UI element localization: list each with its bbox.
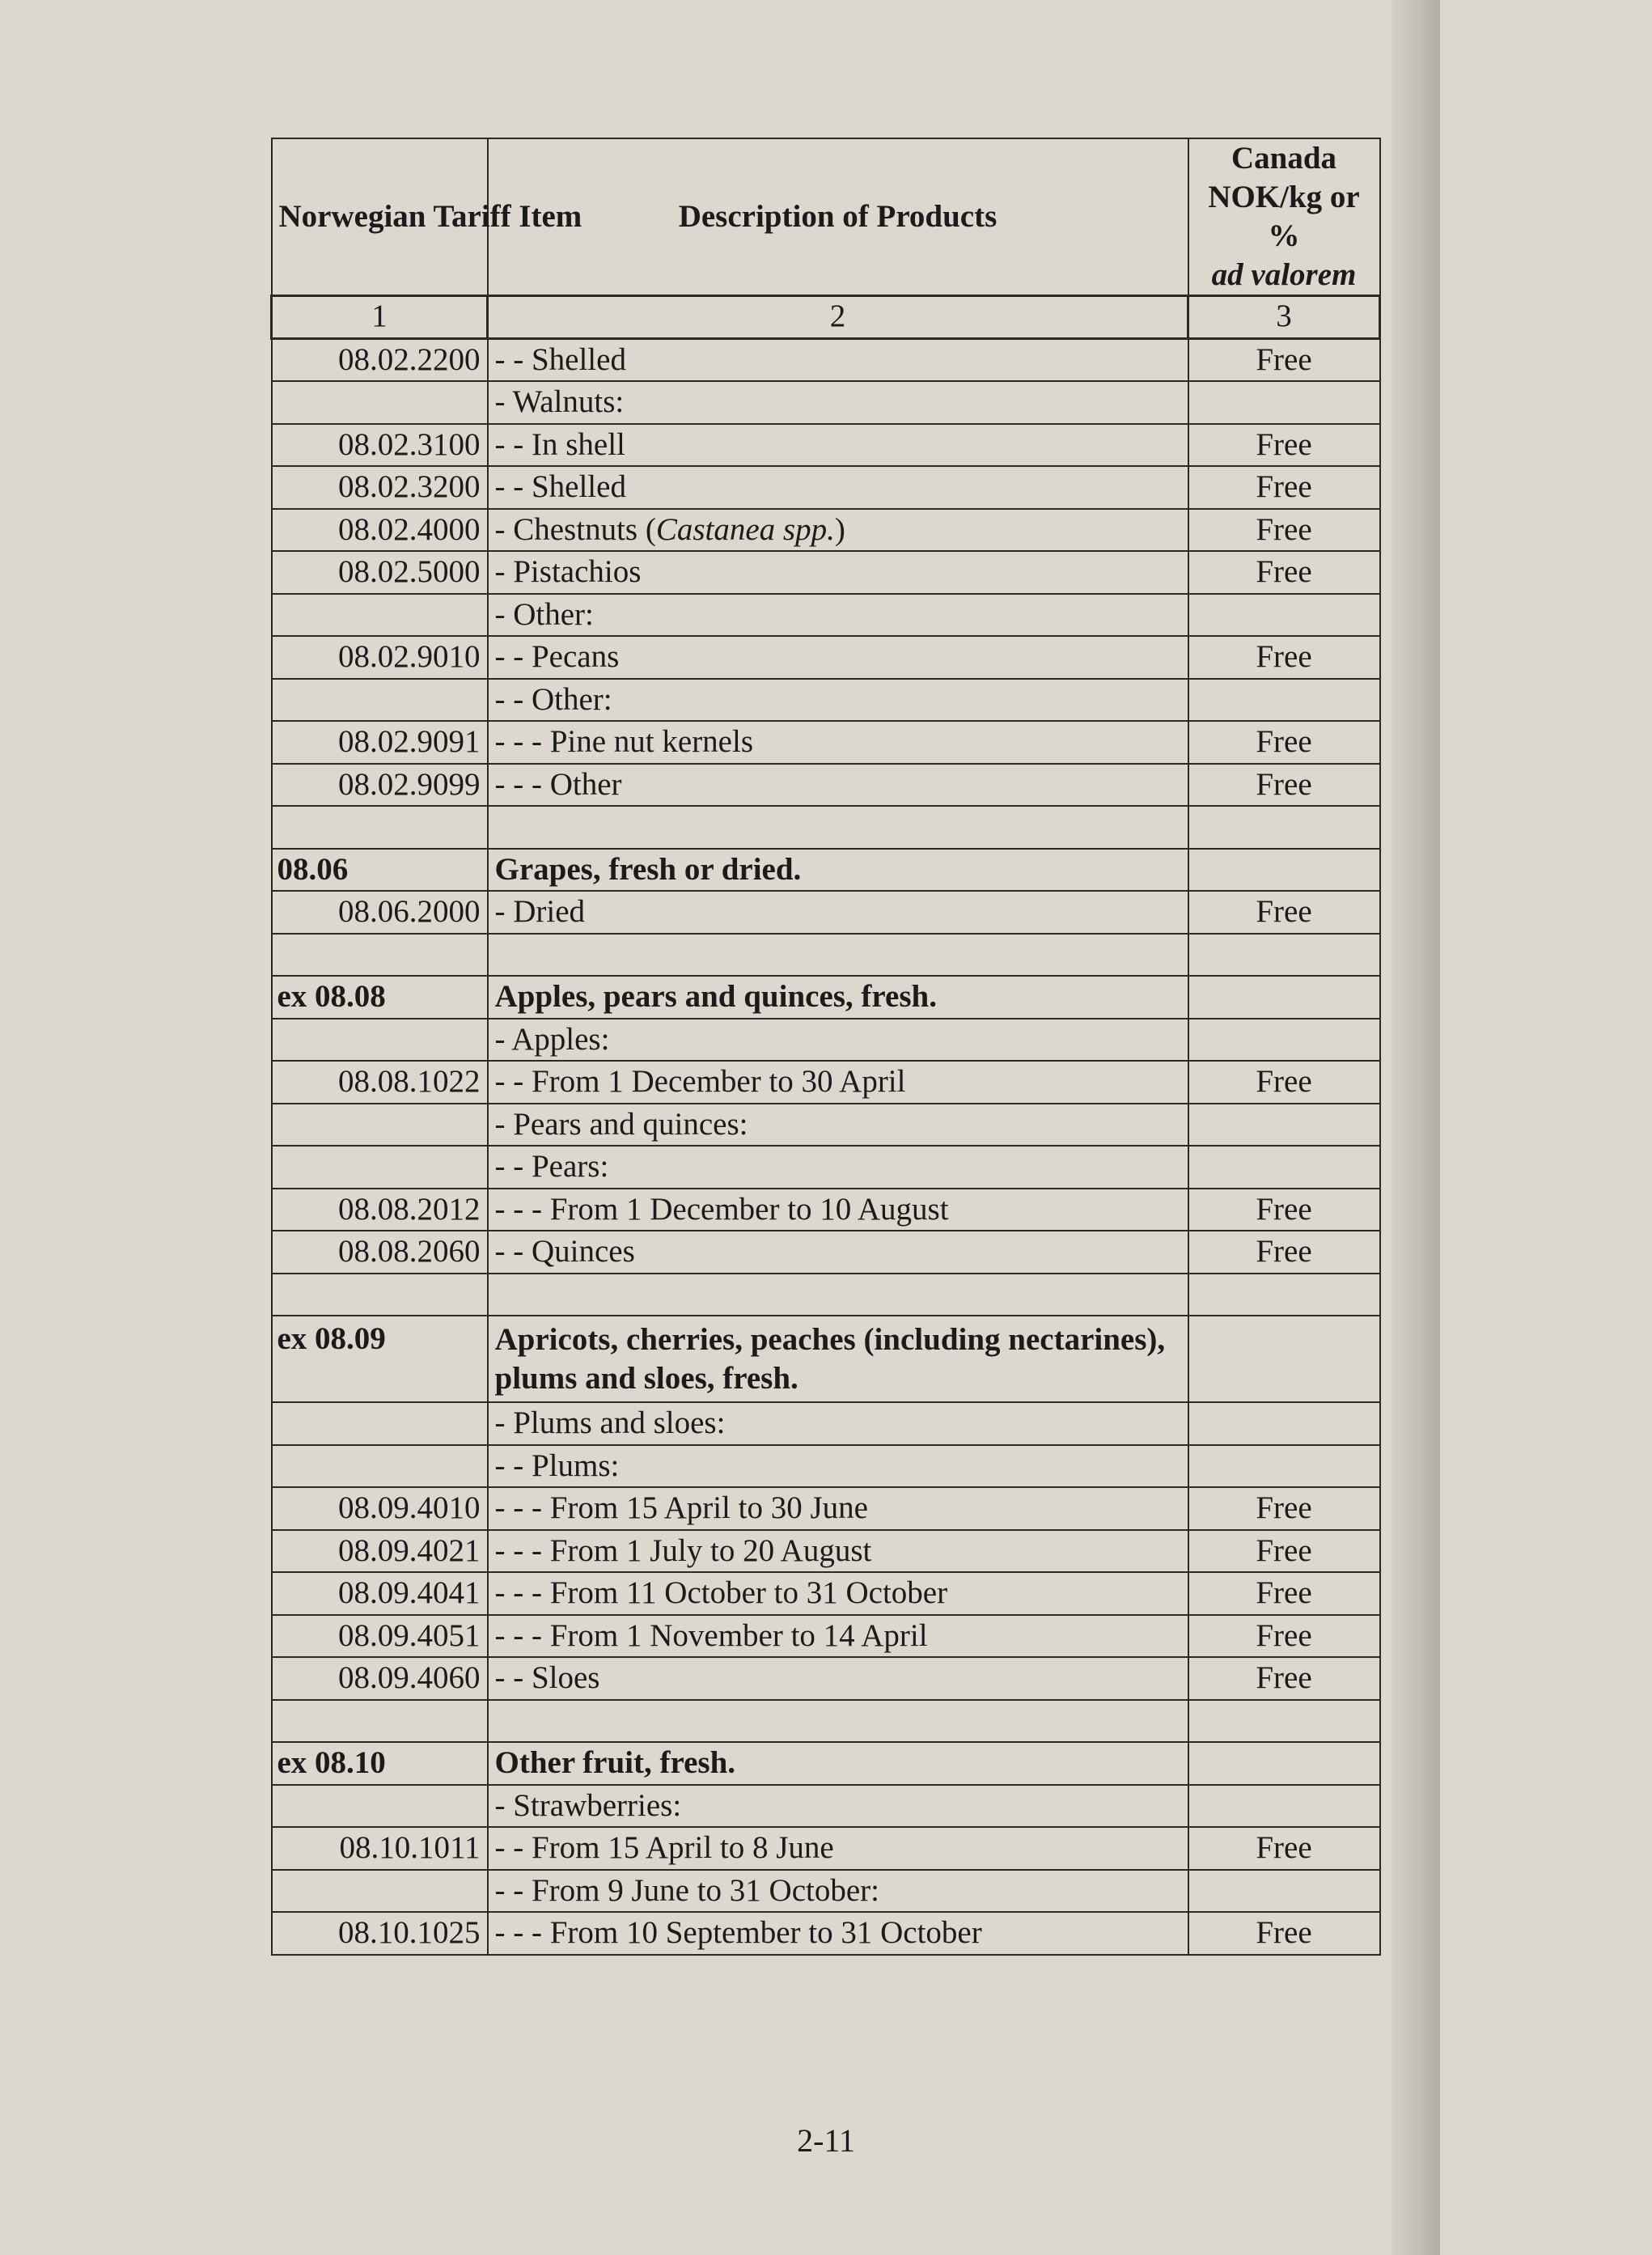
description-cell [488,1700,1188,1743]
rate-cell [1188,1019,1380,1062]
rate-cell [1188,1316,1380,1402]
description-cell: - - - From 1 December to 10 August [488,1189,1188,1231]
tariff-item-cell: ex 08.08 [272,976,488,1019]
description-cell: - Other: [488,594,1188,637]
table-row [272,1912,1380,1955]
table-body [272,338,1380,1955]
rate-cell [1188,934,1380,977]
rate-cell [1188,1104,1380,1147]
rate-cell: Free [1188,1827,1380,1870]
table-row [272,849,1380,892]
description-cell: - Walnuts: [488,381,1188,424]
tariff-item-cell: 08.02.9091 [272,721,488,764]
table-row [272,381,1380,424]
rate-cell: Free [1188,1231,1380,1274]
rate-cell [1188,1146,1380,1189]
description-cell: - - From 9 June to 31 October: [488,1870,1188,1913]
rate-cell [1188,1445,1380,1488]
rate-cell: Free [1188,1530,1380,1573]
table-row [272,1870,1380,1913]
description-cell: - - - Pine nut kernels [488,721,1188,764]
table-row [272,1785,1380,1828]
rate-cell: Free [1188,1657,1380,1700]
header-canada-line2: NOK/kg or [1208,179,1360,214]
column-number-2: 2 [488,295,1188,338]
tariff-item-cell: 08.02.9099 [272,764,488,807]
rate-cell [1188,806,1380,849]
tariff-item-cell: 08.08.1022 [272,1061,488,1104]
table-row [272,764,1380,807]
tariff-item-cell [272,934,488,977]
table-row [272,338,1380,381]
description-cell: Other fruit, fresh. [488,1742,1188,1785]
rate-cell [1188,1402,1380,1445]
description-cell: - - Quinces [488,1231,1188,1274]
rate-cell: Free [1188,466,1380,509]
header-canada-line4: ad valorem [1211,256,1357,292]
rate-cell: Free [1188,338,1380,381]
rate-cell: Free [1188,1189,1380,1231]
rate-cell [1188,1274,1380,1316]
description-cell: - Strawberries: [488,1785,1188,1828]
tariff-item-cell: 08.02.3100 [272,424,488,467]
table-row [272,1189,1380,1231]
rate-cell: Free [1188,1061,1380,1104]
tariff-item-cell [272,1785,488,1828]
tariff-table [270,138,1381,1956]
rate-cell [1188,1700,1380,1743]
table-row [272,636,1380,679]
table-row [272,466,1380,509]
column-number-1: 1 [272,295,488,338]
table-row [272,806,1380,849]
tariff-item-cell: 08.02.3200 [272,466,488,509]
rate-cell [1188,679,1380,722]
description-text: - Chestnuts ( [494,511,656,547]
table-row [272,509,1380,552]
tariff-item-cell [272,594,488,637]
description-cell: - Apples: [488,1019,1188,1062]
tariff-item-cell: ex 08.10 [272,1742,488,1785]
rate-cell: Free [1188,424,1380,467]
table-row [272,1827,1380,1870]
description-cell: - - - From 10 September to 31 October [488,1912,1188,1955]
description-cell: - - Pecans [488,636,1188,679]
table-row [272,721,1380,764]
tariff-item-cell: 08.09.4041 [272,1572,488,1615]
column-number-3: 3 [1188,295,1380,338]
table-row [272,1742,1380,1785]
rate-cell [1188,976,1380,1019]
description-cell: - - - From 1 July to 20 August [488,1530,1188,1573]
tariff-item-cell [272,1146,488,1189]
tariff-item-cell: 08.02.4000 [272,509,488,552]
tariff-item-cell: 08.08.2060 [272,1231,488,1274]
table-row [272,1231,1380,1274]
description-cell: - - Shelled [488,338,1188,381]
description-cell: - - In shell [488,424,1188,467]
rate-cell [1188,381,1380,424]
rate-cell: Free [1188,1487,1380,1530]
description-cell: - - - From 1 November to 14 April [488,1615,1188,1658]
tariff-item-cell [272,1445,488,1488]
description-cell: - - Plums: [488,1445,1188,1488]
table-row [272,1402,1380,1445]
description-cell: Grapes, fresh or dried. [488,849,1188,892]
tariff-item-cell: ex 08.09 [272,1316,488,1402]
table-header [272,138,1380,338]
tariff-item-cell [272,381,488,424]
description-cell [488,1274,1188,1316]
description-cell [488,806,1188,849]
header-canada-line3: % [1268,218,1300,253]
rate-cell: Free [1188,551,1380,594]
header-canada-line1: Canada [1231,141,1337,176]
description-cell: - - - Other [488,764,1188,807]
table-row [272,1061,1380,1104]
description-cell: - - Other: [488,679,1188,722]
header-tariff-item: Norwegian Tariff Item [272,138,488,295]
description-cell [488,934,1188,977]
tariff-item-cell: 08.09.4060 [272,1657,488,1700]
description-cell: - - Sloes [488,1657,1188,1700]
table-row [272,424,1380,467]
description-cell: Apples, pears and quinces, fresh. [488,976,1188,1019]
rate-cell [1188,1742,1380,1785]
rate-cell [1188,849,1380,892]
page-number: 2-11 [797,2122,855,2159]
tariff-item-cell [272,1402,488,1445]
table-row [272,1700,1380,1743]
description-cell: - Plums and sloes: [488,1402,1188,1445]
rate-cell: Free [1188,1572,1380,1615]
description-cell [488,509,1188,552]
description-cell: - - - From 15 April to 30 June [488,1487,1188,1530]
tariff-item-cell: 08.02.2200 [272,338,488,381]
rate-cell [1188,1870,1380,1913]
table-row [272,679,1380,722]
tariff-item-cell: 08.09.4051 [272,1615,488,1658]
tariff-item-cell: 08.06.2000 [272,891,488,934]
description-cell: - - Shelled [488,466,1188,509]
table-row [272,1487,1380,1530]
table-row [272,594,1380,637]
tariff-item-cell [272,1019,488,1062]
table-row [272,1274,1380,1316]
description-cell: - - From 1 December to 30 April [488,1061,1188,1104]
tariff-item-cell: 08.08.2012 [272,1189,488,1231]
table-row [272,1146,1380,1189]
tariff-item-cell: 08.10.1011 [272,1827,488,1870]
table-row [272,551,1380,594]
rate-cell [1188,1785,1380,1828]
rate-cell: Free [1188,636,1380,679]
table-row [272,976,1380,1019]
table-row [272,1019,1380,1062]
table-row [272,934,1380,977]
description-cell: - Pears and quinces: [488,1104,1188,1147]
page-gutter-shadow [1391,0,1440,2255]
table-row [272,1615,1380,1658]
header-canada-rate [1188,138,1380,295]
description-cell: - Dried [488,891,1188,934]
header-description: Description of Products [488,138,1188,295]
table-row [272,1657,1380,1700]
tariff-item-cell: 08.02.5000 [272,551,488,594]
table-row [272,1445,1380,1488]
rate-cell: Free [1188,1615,1380,1658]
tariff-item-cell [272,1274,488,1316]
tariff-item-cell: 08.09.4010 [272,1487,488,1530]
table-row [272,1530,1380,1573]
tariff-item-cell [272,806,488,849]
tariff-item-cell [272,1700,488,1743]
description-cell: - - - From 11 October to 31 October [488,1572,1188,1615]
tariff-item-cell [272,1104,488,1147]
tariff-item-cell [272,1870,488,1913]
table-row [272,1104,1380,1147]
description-italic-text: Castanea spp. [655,511,835,547]
description-cell: - - Pears: [488,1146,1188,1189]
table-row [272,1316,1380,1402]
description-cell: - - From 15 April to 8 June [488,1827,1188,1870]
description-cell: - Pistachios [488,551,1188,594]
tariff-item-cell: 08.10.1025 [272,1912,488,1955]
table-row [272,891,1380,934]
tariff-item-cell: 08.06 [272,849,488,892]
rate-cell: Free [1188,1912,1380,1955]
tariff-item-cell [272,679,488,722]
description-text-after: ) [834,511,845,547]
tariff-item-cell: 08.02.9010 [272,636,488,679]
rate-cell: Free [1188,891,1380,934]
rate-cell: Free [1188,509,1380,552]
rate-cell [1188,594,1380,637]
rate-cell: Free [1188,721,1380,764]
rate-cell: Free [1188,764,1380,807]
table-row [272,1572,1380,1615]
description-cell: Apricots, cherries, peaches (including nectarines), plums and sloes, fresh. [488,1316,1188,1402]
tariff-item-cell: 08.09.4021 [272,1530,488,1573]
